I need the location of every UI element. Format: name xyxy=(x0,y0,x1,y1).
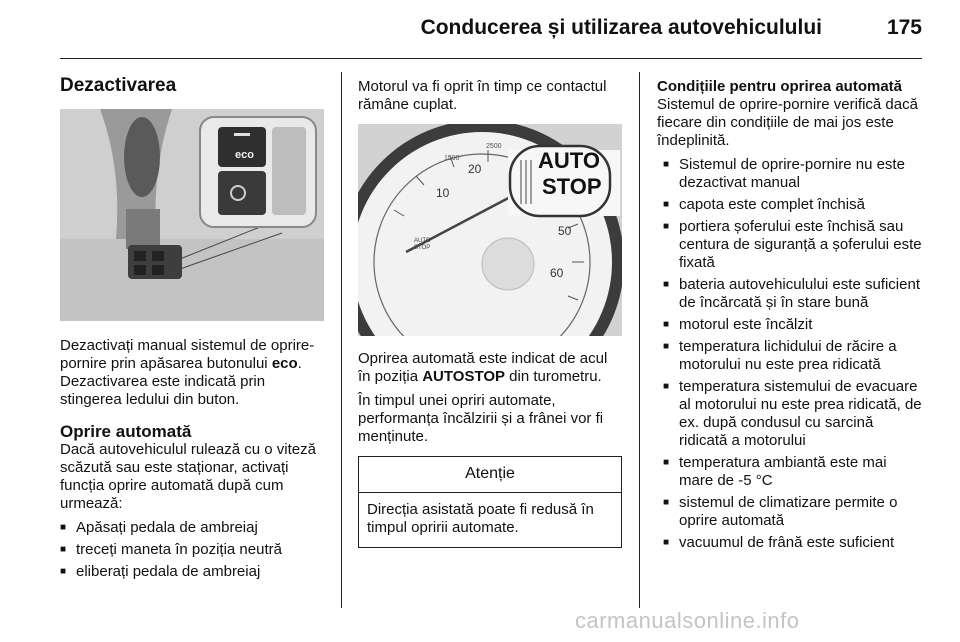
autostop-text-start: Oprirea automată este indicat de acul în poziția xyxy=(358,350,608,385)
scale-label-50: 50 xyxy=(558,224,572,238)
page-header-title: Conducerea și utilizarea autovehiculului xyxy=(420,16,822,39)
column-1 xyxy=(60,72,325,585)
column-2 xyxy=(358,72,622,548)
column-3 xyxy=(657,72,922,556)
subheading-auto-stop: Oprire automată xyxy=(60,422,192,441)
header-rule xyxy=(60,58,922,59)
autostop-term: AUTOSTOP xyxy=(422,368,506,385)
column-divider-left xyxy=(341,72,342,608)
figure-tachometer xyxy=(358,124,622,336)
scale-label-10: 10 xyxy=(436,186,450,200)
deactivation-paragraph xyxy=(60,337,325,409)
list-item: ■ motorul este încălzit xyxy=(663,316,922,334)
deactivation-text-end: . Dezactivarea este indicată prin stingerea ledului din buton. xyxy=(60,355,302,408)
list-item: ■ sistemul de climatizare permite o oprire automată xyxy=(663,494,922,530)
auto-stop-label-line2: STOP xyxy=(542,174,602,199)
conditions-intro: Sistemul de oprire-pornire verifică dacă fiecare din condițiile de mai jos este îndeplinită. xyxy=(657,96,918,149)
list-item: ■ temperatura sistemului de evacuare al motorului nu este prea ridicată, de ex. după condusul cu sarcină ridicată a motorului xyxy=(663,378,922,450)
list-item: ■ portiera șoferului este închisă sau centura de siguranță a șoferului este fixată xyxy=(663,218,922,272)
eco-button-illustration xyxy=(60,109,324,321)
small-auto-stop-label: AUTO STOP xyxy=(414,238,431,251)
scale-label-20: 20 xyxy=(468,162,482,176)
list-item: ■ vacuumul de frână este suficient xyxy=(663,534,922,552)
eco-term: eco xyxy=(271,355,298,372)
section-heading-deactivation: Dezactivarea xyxy=(60,75,177,96)
warning-box xyxy=(358,456,622,548)
conditions-list xyxy=(663,156,922,552)
warning-body: Direcția asistată poate fi redusă în timpul opririi automate. xyxy=(367,501,594,536)
deactivation-text-start: Dezactivați manual sistemul de oprire-pornire prin apăsarea butonului xyxy=(60,337,315,372)
eco-button-label: eco xyxy=(235,149,254,161)
autostop-text-end: din turometru. xyxy=(505,368,602,385)
figure-eco-button xyxy=(60,109,324,321)
list-item: ■ Sistemul de oprire-pornire nu este dezactivat manual xyxy=(663,156,922,192)
list-item: ■ Apăsați pedala de ambreiaj xyxy=(60,519,325,537)
list-item: ■ bateria autovehiculului este suficient de încărcată și în stare bună xyxy=(663,276,922,312)
scale-label-60: 60 xyxy=(550,266,564,280)
rpm-label-1500: 1500 xyxy=(444,155,460,162)
watermark: carmanualsonline.info xyxy=(575,608,800,633)
rpm-label-2500: 2500 xyxy=(486,143,502,150)
auto-stop-steps xyxy=(60,519,325,581)
engine-stop-paragraph: Motorul va fi oprit în timp ce contactul rămâne cuplat. xyxy=(358,78,607,113)
list-item: ■ temperatura ambiantă este mai mare de -5 °C xyxy=(663,454,922,490)
column-divider-right xyxy=(639,72,640,608)
autostop-indication-paragraph xyxy=(358,350,622,386)
list-item: ■ temperatura lichidului de răcire a motorului nu este prea ridicată xyxy=(663,338,922,374)
list-item: ■ capota este complet închisă xyxy=(663,196,922,214)
warning-title: Atenție xyxy=(359,457,621,493)
auto-stop-paragraph: Dacă autovehiculul rulează cu o viteză scăzută sau este staționar, activați funcția oprire automată după cum urmează: xyxy=(60,441,316,512)
auto-stop-label-line1: AUTO xyxy=(538,148,600,173)
conditions-heading: Condițiile pentru oprirea automată xyxy=(657,78,903,95)
page-number: 175 xyxy=(886,16,922,39)
list-item: ■ treceți maneta în poziția neutră xyxy=(60,541,325,559)
performance-paragraph: În timpul unei opriri automate, performanța încălzirii și a frânei vor fi menținute. xyxy=(358,392,604,445)
list-item: ■ eliberați pedala de ambreiaj xyxy=(60,563,325,581)
